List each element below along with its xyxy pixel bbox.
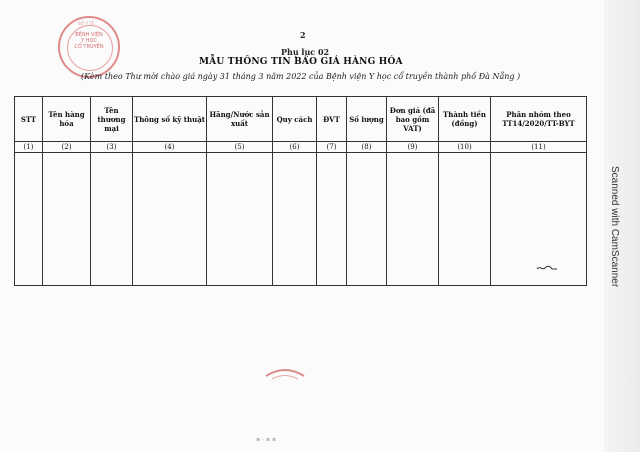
header-packaging: Quy cách [273,97,317,142]
page-number: 2 [300,30,306,40]
index-11: (11) [491,142,587,153]
table-cell [317,153,347,286]
table-cell [15,153,43,286]
table-body-row [15,153,587,286]
document-title: MẪU THÔNG TIN BÁO GIÁ HÀNG HÓA [199,57,403,67]
index-8: (8) [347,142,387,153]
table-cell [133,153,207,286]
seal-top-text: SỞ Y TẾ [78,21,95,26]
header-specs: Thông số kỹ thuật [133,97,207,142]
bottom-marks: ▪ ‐ ▪ ▪ [256,436,277,443]
table-cell [91,153,133,286]
scanner-watermark: Scanned with CamScanner [609,166,620,288]
index-10: (10) [439,142,491,153]
table-cell [347,153,387,286]
seal-line-1: BỆNH VIỆN [75,32,103,38]
header-item-name: Tên hàng hóa [43,97,91,142]
header-unit: ĐVT [317,97,347,142]
index-3: (3) [91,142,133,153]
table-cell [387,153,439,286]
index-6: (6) [273,142,317,153]
signature-initials [536,264,558,272]
index-4: (4) [133,142,207,153]
header-stt: STT [15,97,43,142]
table-header-row [15,97,587,142]
header-quantity: Số lượng [347,97,387,142]
index-7: (7) [317,142,347,153]
header-manufacturer: Hãng/Nước sản xuất [207,97,273,142]
document-subtitle: (Kèm theo Thư mời chào giá ngày 31 tháng 3 năm 2022 của Bệnh viện Y học cổ truyền thành phố Đà Nẵng ) [81,72,521,81]
header-unit-price: Đơn giá (đã bao gồm VAT) [387,97,439,142]
hospital-seal [58,16,120,78]
header-trade-name: Tên thương mại [91,97,133,142]
seal-line-3: CỔ TRUYỀN [74,44,104,50]
table-index-row [15,142,587,153]
quotation-table [14,96,586,284]
bottom-stamp [264,366,306,382]
index-5: (5) [207,142,273,153]
seal-text [60,32,118,50]
seal-line-2: Y HỌC [81,38,97,44]
index-1: (1) [15,142,43,153]
index-9: (9) [387,142,439,153]
table-cell [273,153,317,286]
table-cell [439,153,491,286]
index-2: (2) [43,142,91,153]
header-total: Thành tiền (đồng) [439,97,491,142]
appendix-label: Phụ lục 02 [281,47,330,57]
table-cell [43,153,91,286]
table-cell [207,153,273,286]
header-group: Phân nhóm theo TT14/2020/TT-BYT [491,97,587,142]
